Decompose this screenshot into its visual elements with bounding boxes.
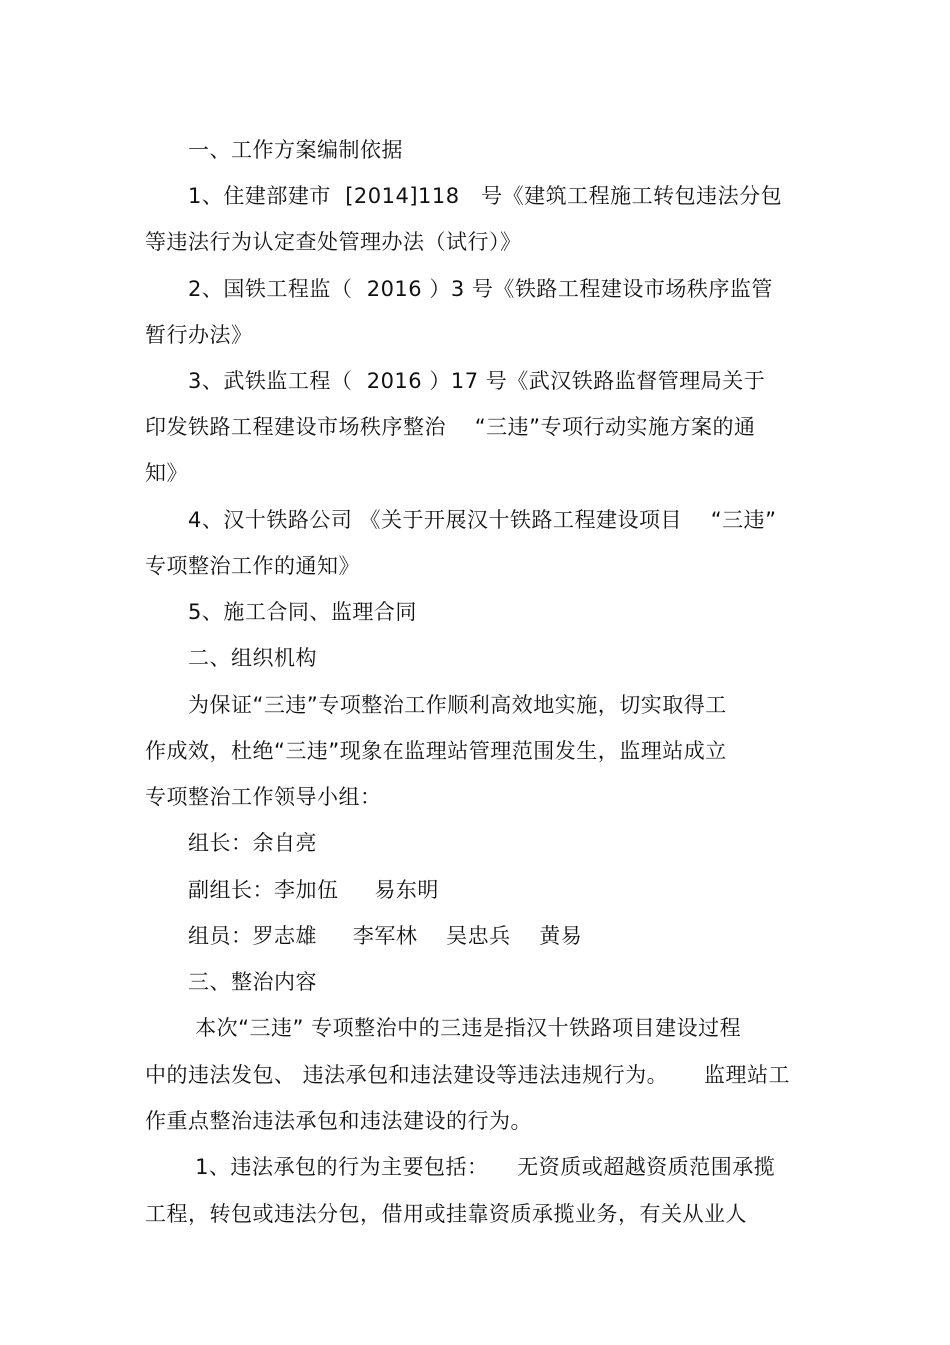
section-heading-basis: 一、工作方案编制依据 (188, 138, 403, 162)
content-paragraph-line-2: 中的违法发包、 违法承包和违法建设等违法违规行为。 监理站工 (145, 1063, 791, 1087)
content-item-1-line-1: 1、违法承包的行为主要包括： 无资质或超越资质范围承揽 (188, 1155, 776, 1179)
basis-item-3-line-2: 印发铁路工程建设市场秩序整治 “三违”专项行动实施方案的通 (145, 415, 756, 439)
organization-paragraph-line-2: 作成效，杜绝“三违”现象在监理站管理范围发生，监理站成立 (145, 739, 727, 763)
basis-item-4-line-2: 专项整治工作的通知》 (145, 554, 360, 578)
team-leader: 组长：余自亮 (188, 831, 317, 855)
basis-item-5: 5、施工合同、监理合同 (188, 600, 417, 624)
organization-paragraph-line-1: 为保证“三违”专项整治工作顺利高效地实施，切实取得工 (188, 693, 727, 717)
team-deputy-leaders: 副组长：李加伍 易东明 (188, 878, 439, 902)
content-item-1-line-2: 工程，转包或违法分包，借用或挂靠资质承揽业务，有关从业人 (145, 1202, 747, 1226)
basis-item-3-line-1: 3、武铁监工程（ 2016 ）17 号《武汉铁路监督管理局关于 (188, 369, 766, 393)
basis-item-3-line-3: 知》 (145, 461, 188, 485)
basis-item-4-line-1: 4、汉十铁路公司 《关于开展汉十铁路工程建设项目 “三违” (188, 508, 777, 532)
basis-item-2-line-1: 2、国铁工程监（ 2016 ）3 号《铁路工程建设市场秩序监管 (188, 277, 773, 301)
organization-paragraph-line-3: 专项整治工作领导小组： (145, 785, 382, 809)
content-paragraph-line-3: 作重点整治违法承包和违法建设的行为。 (145, 1109, 532, 1133)
section-heading-content: 三、整治内容 (188, 970, 317, 994)
basis-item-2-line-2: 暂行办法》 (145, 323, 253, 347)
team-members: 组员：罗志雄 李军林 吴忠兵 黄易 (188, 924, 583, 948)
basis-item-1-line-1: 1、住建部建市 [2014]118 号《建筑工程施工转包违法分包 (188, 184, 783, 208)
basis-item-1-line-2: 等违法行为认定查处管理办法（试行）》 (145, 230, 522, 254)
content-paragraph-line-1: 本次“三违” 专项整治中的三违是指汉十铁路项目建设过程 (188, 1016, 742, 1040)
section-heading-organization: 二、组织机构 (188, 646, 317, 670)
